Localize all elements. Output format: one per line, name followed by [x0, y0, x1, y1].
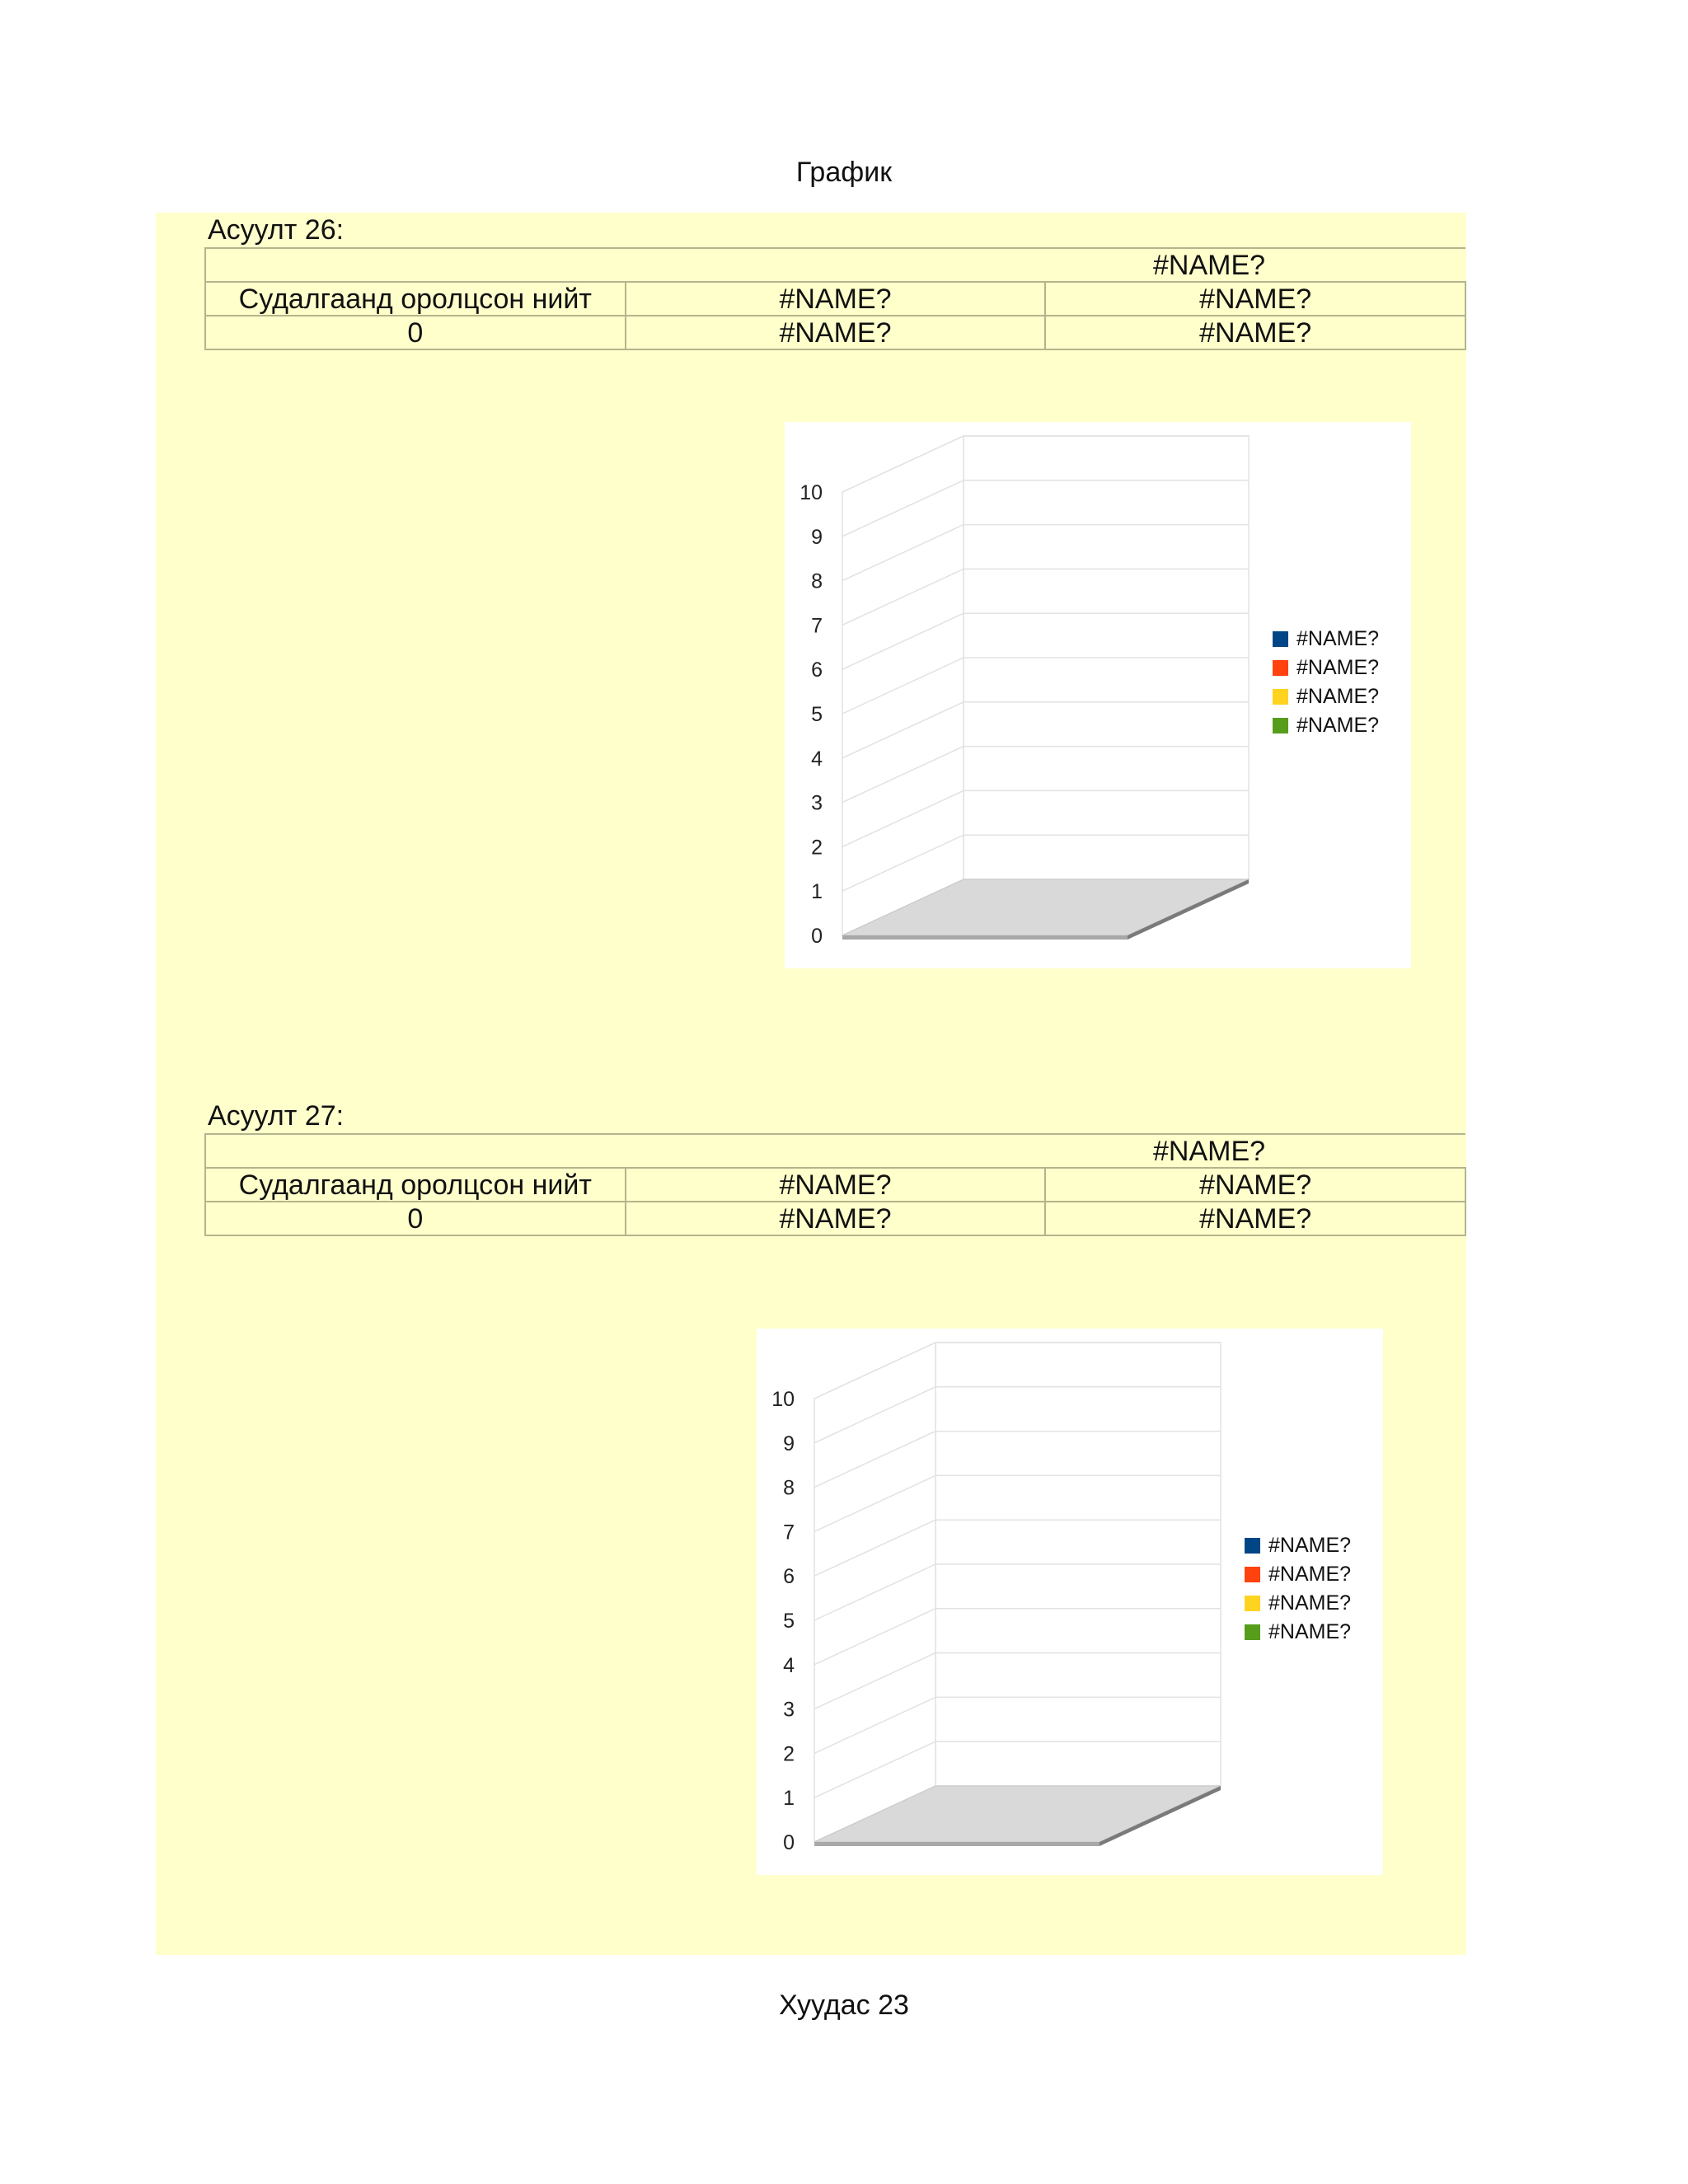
- chart-legend: [1273, 625, 1379, 740]
- legend-label: #NAME?: [1296, 627, 1380, 650]
- y-tick-label: 10: [799, 481, 823, 504]
- page-header: График: [795, 157, 893, 188]
- y-tick-label: 7: [811, 614, 823, 638]
- table-row-values: [205, 1202, 1465, 1235]
- question-26-label: Асуулт 26:: [208, 214, 345, 246]
- table-cell: #NAME?: [626, 1202, 1046, 1235]
- y-tick-label: 8: [783, 1476, 795, 1500]
- table-row-values: [205, 316, 1465, 349]
- legend-label: #NAME?: [1268, 1563, 1352, 1586]
- y-tick-label: 9: [811, 525, 823, 549]
- legend-swatch: [1273, 718, 1288, 733]
- y-tick-label: 9: [783, 1432, 795, 1455]
- page-footer: Хуудас 23: [779, 1990, 909, 2021]
- table-cell: 0: [205, 316, 626, 349]
- y-tick-label: 2: [783, 1742, 795, 1766]
- legend-label: #NAME?: [1268, 1620, 1352, 1643]
- table-top-header-cell: #NAME?: [205, 248, 1465, 282]
- legend-item: [1273, 682, 1379, 711]
- y-tick-label: 6: [783, 1565, 795, 1589]
- legend-swatch: [1273, 660, 1288, 676]
- legend-label: #NAME?: [1296, 714, 1380, 737]
- y-tick-label: 1: [783, 1787, 795, 1811]
- legend-item: [1273, 711, 1379, 740]
- legend-label: #NAME?: [1296, 685, 1380, 708]
- y-tick-label: 4: [783, 1653, 795, 1677]
- y-tick-label: 0: [783, 1831, 795, 1854]
- question-27-label: Асуулт 27:: [208, 1100, 345, 1132]
- question-26-chart: [785, 422, 1411, 968]
- y-tick-label: 0: [811, 925, 823, 948]
- y-tick-label: 5: [811, 703, 823, 726]
- legend-swatch: [1245, 1624, 1260, 1640]
- legend-item: [1245, 1589, 1351, 1618]
- legend-swatch: [1273, 631, 1288, 647]
- legend-swatch: [1245, 1567, 1260, 1582]
- legend-item: [1245, 1618, 1351, 1647]
- y-tick-label: 4: [811, 747, 823, 771]
- y-tick-label: 1: [811, 880, 823, 904]
- table-cell: Судалгаанд оролцсон нийт: [205, 282, 626, 316]
- y-tick-label: 10: [771, 1388, 795, 1411]
- y-tick-label: 7: [783, 1521, 795, 1544]
- y-tick-label: 6: [811, 658, 823, 682]
- table-cell: #NAME?: [626, 1168, 1046, 1202]
- y-tick-label: 5: [783, 1610, 795, 1633]
- y-tick-label: 2: [811, 836, 823, 860]
- chart-floor-edge: [842, 935, 1128, 940]
- legend-item: [1273, 625, 1379, 654]
- legend-label: #NAME?: [1296, 656, 1380, 679]
- table-cell: #NAME?: [626, 282, 1046, 316]
- chart-floor-edge: [814, 1842, 1100, 1846]
- table-cell: Судалгаанд оролцсон нийт: [205, 1168, 626, 1202]
- table-cell: #NAME?: [1045, 1202, 1465, 1235]
- legend-item: [1245, 1560, 1351, 1589]
- legend-swatch: [1245, 1596, 1260, 1611]
- table-row-top-header: [205, 248, 1465, 282]
- legend-swatch: [1273, 689, 1288, 705]
- legend-label: #NAME?: [1268, 1534, 1352, 1557]
- table-row-top-header: [205, 1134, 1465, 1168]
- y-tick-label: 3: [783, 1698, 795, 1722]
- table-cell: #NAME?: [626, 316, 1046, 349]
- table-cell: #NAME?: [1045, 282, 1465, 316]
- y-tick-label: 8: [811, 569, 823, 593]
- table-row-header: [205, 282, 1465, 316]
- question-26-table: [204, 247, 1466, 350]
- table-cell: #NAME?: [1045, 1168, 1465, 1202]
- question-27-chart: [757, 1329, 1383, 1875]
- legend-swatch: [1245, 1538, 1260, 1554]
- legend-item: [1273, 654, 1379, 682]
- question-27-table: [204, 1133, 1466, 1236]
- legend-item: [1245, 1531, 1351, 1560]
- table-cell: #NAME?: [1045, 316, 1465, 349]
- table-row-header: [205, 1168, 1465, 1202]
- y-tick-label: 3: [811, 791, 823, 815]
- chart-legend: [1245, 1531, 1351, 1647]
- table-cell: 0: [205, 1202, 626, 1235]
- legend-label: #NAME?: [1268, 1591, 1352, 1615]
- table-top-header-cell: #NAME?: [205, 1134, 1465, 1168]
